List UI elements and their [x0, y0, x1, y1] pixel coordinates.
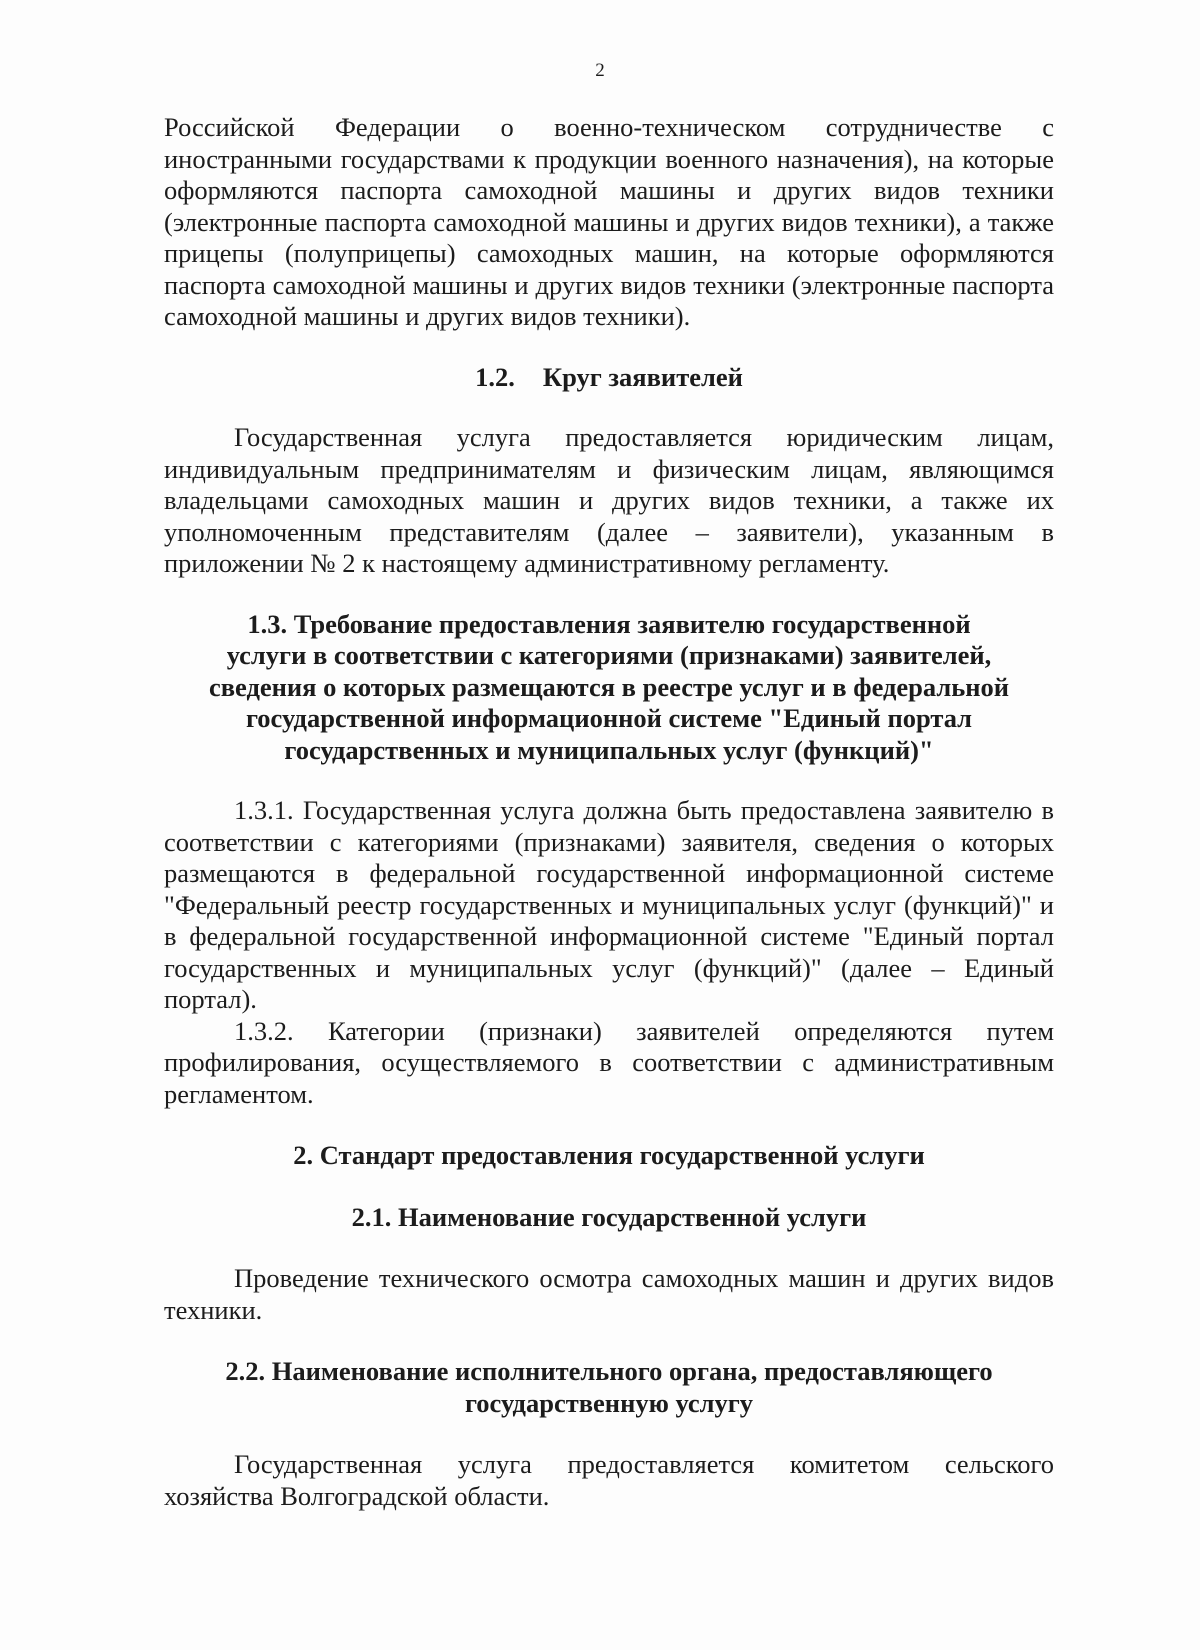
document-body	[164, 112, 1054, 1512]
section-2-1-heading: 2.1. Наименование государственной услуги	[351, 1201, 867, 1232]
section-1-3-title-line: 1.3. Требование предоставления заявителю государственной	[247, 608, 971, 639]
section-1-2-paragraph: Государственная услуга предоставляется юридическим лицам, индивидуальным предпринимателям и физическим лицам, являющимся владельцами самоходных машин и других видов техники, а также их уполномоченным представителям (далее – заявители), указанным в приложении № 2 к настоящему административному регламенту.	[164, 422, 1054, 578]
section-1-3-title-line: сведения о которых размещаются в реестре услуг и в федеральной	[208, 671, 1010, 702]
intro-paragraph: Российской Федерации о военно-техническом сотрудничестве с иностранными государствами к продукции военного назначения), на которые оформляются паспорта самоходной машины и других видов техники (электронные паспорта самоходной машины и других видов техники), а также прицепы (полуприцепы) самоходных машин, на которые оформляются паспорта самоходной машины и других видов техники (электронные паспорта самоходной машины и других видов техники).	[164, 112, 1054, 331]
section-2-2-title-line: государственную услугу	[464, 1387, 754, 1418]
section-1-3-1-paragraph: 1.3.1. Государственная услуга должна быть предоставлена заявителю в соответствии с категориями (признаками) заявителя, сведения о которых размещаются в федеральной государственной информационной системе "Федеральный реестр государственных и муниципальных услуг (функций)" и в федеральной государственной информационной системе "Единый портал государственных и муниципальных услуг (функций)" (далее – Единый портал).	[164, 795, 1054, 1014]
section-1-2-heading	[164, 362, 1054, 394]
section-1-3-title-line: услуги в соответствии с категориями (признаками) заявителей,	[226, 640, 992, 670]
section-1-3-2-paragraph: 1.3.2. Категории (признаки) заявителей определяются путем профилирования, осуществляемого в соответствии с административным регламентом.	[164, 1015, 1054, 1109]
section-2-heading: 2. Стандарт предоставления государственной услуги	[293, 1140, 925, 1170]
section-2-2-title-line: 2.2. Наименование исполнительного органа, предоставляющего	[225, 1356, 993, 1386]
section-2-1-paragraph: Проведение технического осмотра самоходных машин и других видов техники.	[164, 1263, 1054, 1325]
section-2-2-paragraph: Государственная услуга предоставляется комитетом сельского хозяйства Волгоградской области.	[164, 1449, 1054, 1511]
section-1-2-title: Круг заявителей	[542, 361, 743, 392]
section-1-3-title-line: государственной информационной системе "Единый портал	[245, 703, 973, 733]
section-1-3-title-line: государственных и муниципальных услуг (функций)"	[284, 734, 934, 765]
section-1-2-number: 1.2.	[475, 361, 515, 392]
page-number: 2	[595, 60, 605, 81]
section-2-2-heading	[164, 1356, 1054, 1419]
section-1-3-heading	[164, 609, 1054, 767]
